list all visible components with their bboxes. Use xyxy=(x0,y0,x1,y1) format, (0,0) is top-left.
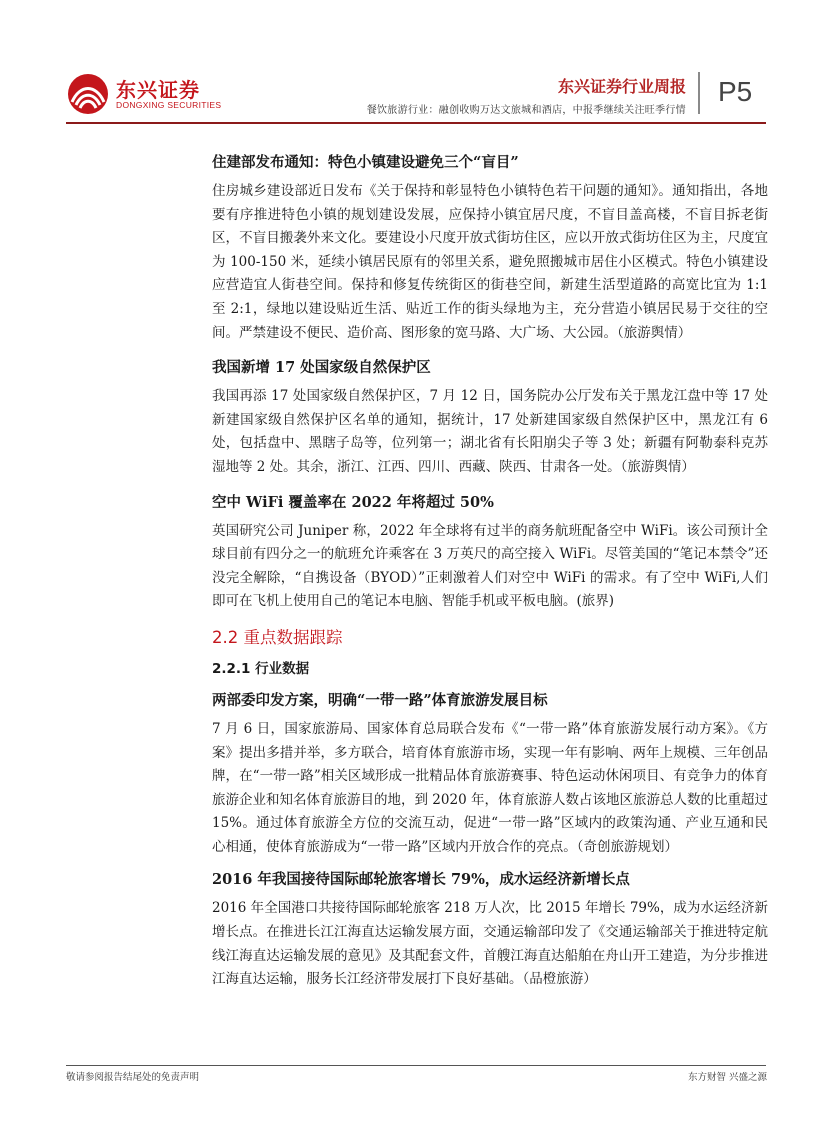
news-body-4: 7 月 6 日，国家旅游局、国家体育总局联合发布《“一带一路”体育旅游发展行动方案》。《方案》提出多措并举，多方联合，培育体育旅游市场，实现一年有影响、两年上规模、三年创品牌，在“一带一路”相关区域形成一批精品体育旅游赛事、特色运动休闲项目、有竞争力的体育旅游企业和知名体育旅游目的地，到 2020 年，体育旅游人数占该地区旅游总人数的比重超过 15%。通过体育旅游全方位的交流互动，促进“一带一路”区域内的政策沟通、产业互通和民心相通，使体育旅游成为“一带一路”区域内开放合作的亮点。（奇创旅游规划） xyxy=(212,720,768,855)
main-content xyxy=(212,138,768,992)
logo-english-name: DONGXING SECURITIES xyxy=(116,100,222,110)
footer-rule xyxy=(66,1065,766,1066)
subsection-title: 2.2.1 行业数据 xyxy=(212,660,310,677)
company-logo xyxy=(66,72,222,116)
header-rule xyxy=(66,122,766,124)
logo-chinese-name: 东兴证券 xyxy=(116,78,200,102)
news-heading-3: 空中 WiFi 覆盖率在 2022 年将超过 50% xyxy=(212,493,494,511)
page-header xyxy=(0,0,827,130)
news-heading-1: 住建部发布通知：特色小镇建设避免三个“盲目” xyxy=(212,154,519,171)
report-subtitle: 餐饮旅游行业：融创收购万达文旅城和酒店，中报季继续关注旺季行情 xyxy=(366,105,686,116)
news-body-2: 我国再添 17 处国家级自然保护区，7 月 12 日，国务院办公厅发布关于黑龙江盘中等 17 处新建国家级自然保护区名单的通知，据统计，17 处新建国家级自然保护区中，黑龙江有 6 处，包括盘中、黑瞎子岛等，位列第一；湖北省有长阳崩尖子等 3 处；新疆有阿勒泰科克苏湿地等 2 处。其余，浙江、江西、四川、西藏、陕西、甘肃各一处。（旅游舆情） xyxy=(212,388,768,475)
dongxing-logo-icon xyxy=(66,72,110,116)
page-number: P5 xyxy=(718,76,753,107)
section-title: 2.2 重点数据跟踪 xyxy=(212,627,343,647)
news-body-3: 英国研究公司 Juniper 称，2022 年全球将有过半的商务航班配备空中 WiFi。该公司预计全球目前有四分之一的航班允许乘客在 3 万英尺的高空接入 WiFi。尽管美国的“笔记本禁令”还没完全解除，“自携设备（BYOD）”正刺激着人们对空中 WiFi 的需求。有了空中 WiFi,人们即可在飞机上使用自己的笔记本电脑、智能手机或平板电脑。(旅界) xyxy=(212,522,768,610)
news-body-1: 住房城乡建设部近日发布《关于保持和彰显特色小镇特色若干问题的通知》。通知指出，各地要有序推进特色小镇的规划建设发展，应保持小镇宜居尺度，不盲目盖高楼，不盲目拆老街区，不盲目搬袭外来文化。要建设小尺度开放式街坊住区，应以开放式街坊住区为主，尺度宜为 100-150 米，延续小镇居民原有的邻里关系，避免照搬城市居住小区模式。特色小镇建设应营造宜人街巷空间。保持和修复传统街区的街巷空间，新建生活型道路的高宽比宜为 1:1 至 2:1，绿地以建设贴近生活、贴近工作的街头绿地为主，充分营造小镇居民易于交往的空间。严禁建设不便民、造价高、图形象的宽马路、大广场、大公园。（旅游舆情） xyxy=(212,183,768,341)
disclaimer-note: 敬请参阅报告结尾处的免责声明 xyxy=(66,1072,200,1083)
news-heading-5: 2016 年我国接待国际邮轮旅客增长 79%，成水运经济新增长点 xyxy=(212,871,630,889)
header-divider xyxy=(698,72,700,114)
report-title: 东兴证券行业周报 xyxy=(557,77,686,96)
company-slogan: 东方财智 兴盛之源 xyxy=(687,1072,767,1083)
news-body-5: 2016 年全国港口共接待国际邮轮旅客 218 万人次，比 2015 年增长 79%，成为水运经济新增长点。在推进长江江海直达运输发展方面，交通运输部印发了《交通运输部关于推进特定航线江海直达运输发展的意见》及其配套文件，首艘江海直达船舶在舟山开工建造，为分步推进江海直达运输，服务长江经济带发展打下良好基础。（品橙旅游） xyxy=(212,900,768,988)
news-heading-4: 两部委印发方案，明确“一带一路”体育旅游发展目标 xyxy=(212,691,548,709)
news-heading-2: 我国新增 17 处国家级自然保护区 xyxy=(212,359,431,377)
